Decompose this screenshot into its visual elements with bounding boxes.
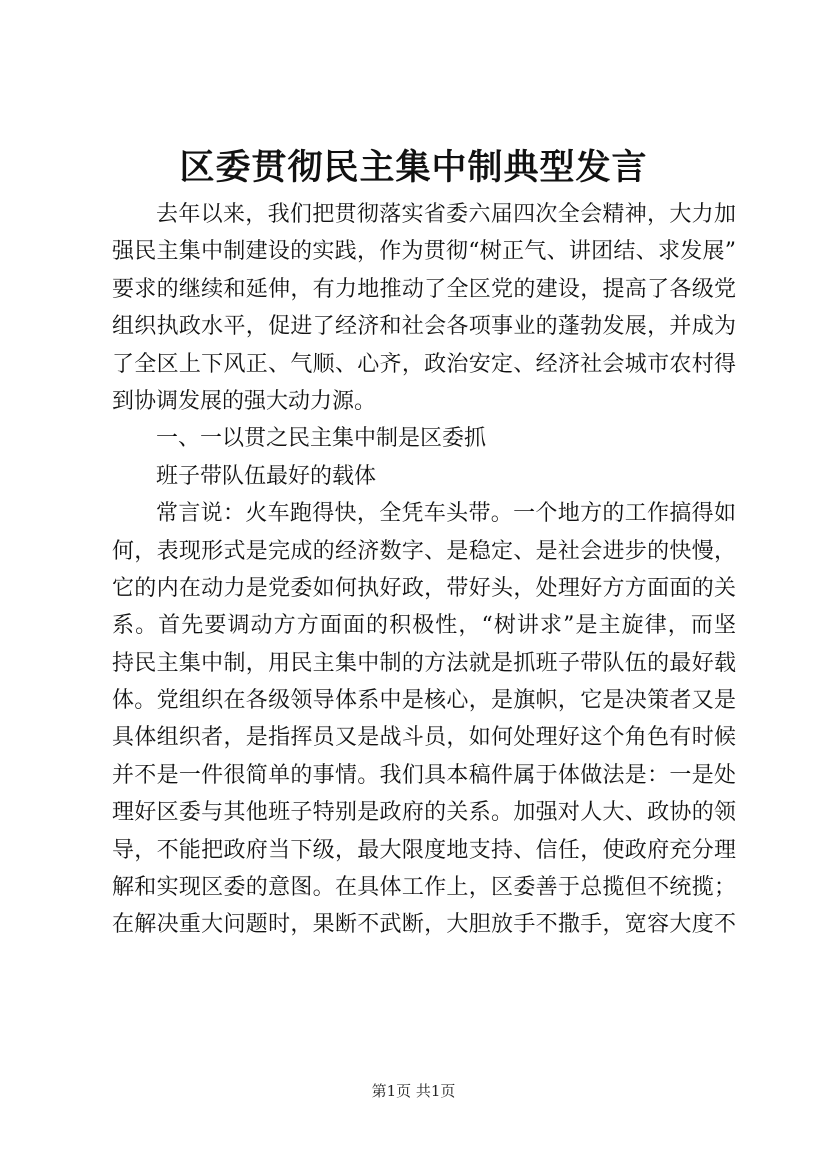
paragraph-line: 它的内在动力是党委如何执好政，带好头，处理好方方面面的关 [112, 575, 736, 601]
document-body [112, 196, 736, 944]
paragraph-line: 何，表现形式是完成的经济数字、是稳定、是社会进步的快慢， [112, 538, 736, 564]
paragraph-line: 解和实现区委的意图。在具体工作上，区委善于总揽但不统揽； [112, 875, 736, 901]
page-number-footer: 第1页 共1页 [371, 1082, 456, 1100]
paragraph-line: 系。首先要调动方方面面的积极性，“树讲求”是主旋律，而坚 [112, 613, 736, 639]
paragraph-line: 强民主集中制建设的实践，作为贯彻“树正气、讲团结、求发展” [112, 239, 736, 265]
section-heading: 班子带队伍最好的载体 [156, 463, 377, 489]
paragraph-line: 理好区委与其他班子特别是政府的关系。加强对人大、政协的领 [112, 800, 736, 826]
paragraph-line: 持民主集中制，用民主集中制的方法就是抓班子带队伍的最好载 [112, 650, 736, 676]
document-title: 区委贯彻民主集中制典型发言 [179, 147, 648, 188]
paragraph-line: 组织执政水平，促进了经济和社会各项事业的蓬勃发展，并成为 [112, 314, 736, 340]
paragraph-line: 体。党组织在各级领导体系中是核心，是旗帜，它是决策者又是 [112, 688, 736, 714]
paragraph-line: 具体组织者，是指挥员又是战斗员，如何处理好这个角色有时候 [112, 725, 736, 751]
paragraph-line: 要求的继续和延伸，有力地推动了全区党的建设，提高了各级党 [112, 276, 736, 302]
paragraph-line: 常言说：火车跑得快，全凭车头带。一个地方的工作搞得如 [156, 501, 736, 527]
paragraph-line: 到协调发展的强大动力源。 [112, 388, 377, 414]
paragraph-line: 去年以来，我们把贯彻落实省委六届四次全会精神，大力加 [156, 202, 736, 227]
paragraph-line: 并不是一件很简单的事情。我们具本稿件属于体做法是：一是处 [112, 762, 736, 788]
paragraph-line: 了全区上下风正、气顺、心齐，政治安定、经济社会城市农村得 [112, 351, 736, 377]
paragraph-line: 导，不能把政府当下级，最大限度地支持、信任，使政府充分理 [112, 837, 736, 863]
section-heading: 一、一以贯之民主集中制是区委抓 [156, 426, 487, 452]
paragraph-line: 在解决重大问题时，果断不武断，大胆放手不撒手，宽容大度不 [112, 912, 736, 938]
